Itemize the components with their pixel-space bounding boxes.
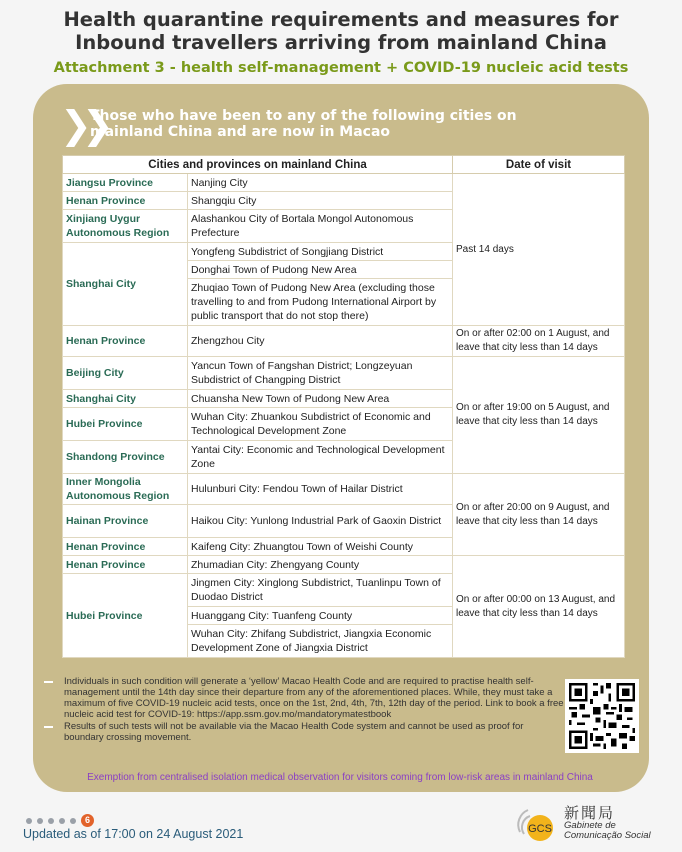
place-cell: Shangqiu City <box>188 192 453 210</box>
gcs-logo <box>500 798 680 848</box>
panel-heading-line-1: Those who have been to any of the following cities on <box>90 108 517 124</box>
table-row <box>63 474 625 505</box>
current-page-badge: 6 <box>81 814 94 827</box>
note-text: Individuals in such condition will generate a ‘yellow’ Macao Health Code and are required to practise health self-management until the 14th day since their departure from any of the aforementioned places. While, they must take a maximum of five COVID-19 nucleic acid tests, once on the 1st, 2nd, 4th, 7th, 12th day of the period. Link to book a free nucleic acid test for COVID-19: https://app.ssm.gov.mo/mandatorymatestbook <box>64 676 564 720</box>
page-title <box>0 8 682 54</box>
place-cell: Chuansha New Town of Pudong New Area <box>188 390 453 408</box>
table-header-row <box>63 156 625 174</box>
date-cell: Past 14 days <box>453 174 625 326</box>
place-cell: Wuhan City: Zhuankou Subdistrict of Economic and Technological Development Zone <box>188 408 453 441</box>
place-cell: Donghai Town of Pudong New Area <box>188 261 453 279</box>
exemption-footnote: Exemption from centralised isolation medical observation for visitors coming from low-risk areas in mainland China <box>87 772 593 783</box>
page-dot[interactable] <box>26 818 32 824</box>
double-chevron-icon: ❯❯ <box>60 103 104 147</box>
panel-heading-line-2: mainland China and are now in Macao <box>90 124 391 140</box>
page-dot[interactable] <box>37 818 43 824</box>
logo-pt-line-1: Gabinete de <box>564 820 616 831</box>
updated-timestamp: Updated as of 17:00 on 24 August 2021 <box>23 827 244 841</box>
place-cell: Kaifeng City: Zhuangtou Town of Weishi County <box>188 538 453 556</box>
province-cell: Shanghai City <box>63 390 188 408</box>
province-cell: Henan Province <box>63 326 188 357</box>
logo-pt-line-2: Comunicação Social <box>564 830 651 841</box>
province-cell: Henan Province <box>63 556 188 574</box>
place-cell: Yongfeng Subdistrict of Songjiang District <box>188 243 453 261</box>
date-cell: On or after 02:00 on 1 August, and leave that city less than 14 days <box>453 326 625 357</box>
page-indicator <box>26 814 94 827</box>
place-cell: Yantai City: Economic and Technological Development Zone <box>188 441 453 474</box>
province-cell: Xinjiang Uygur Autonomous Region <box>63 210 188 243</box>
date-cell: On or after 20:00 on 9 August, and leave that city less than 14 days <box>453 474 625 556</box>
dash-bullet-icon <box>44 681 53 683</box>
gcs-emblem-text: GCS <box>528 823 552 835</box>
note-item <box>44 721 564 743</box>
column-header-date: Date of visit <box>453 156 625 174</box>
place-cell: Zhumadian City: Zhengyang County <box>188 556 453 574</box>
table-row <box>63 174 625 192</box>
province-cell: Hainan Province <box>63 505 188 538</box>
province-cell: Shanghai City <box>63 243 188 326</box>
place-cell: Yancun Town of Fangshan District; Longzeyuan Subdistrict of Changping District <box>188 357 453 390</box>
place-cell: Zhengzhou City <box>188 326 453 357</box>
province-cell: Henan Province <box>63 192 188 210</box>
province-cell: Shandong Province <box>63 441 188 474</box>
title-line-2: Inbound travellers arriving from mainland China <box>75 31 607 54</box>
place-cell: Nanjing City <box>188 174 453 192</box>
qr-code-icon[interactable] <box>565 679 639 753</box>
title-line-1: Health quarantine requirements and measures for <box>63 8 619 31</box>
table-row <box>63 326 625 357</box>
note-text: Results of such tests will not be available via the Macao Health Code system and cannot be used as proof for boundary crossing movement. <box>64 721 524 743</box>
logo-chinese-name: 新聞局 <box>564 804 616 822</box>
gcs-emblem-icon <box>514 802 556 844</box>
notes-list <box>44 676 564 744</box>
table-row <box>63 357 625 390</box>
province-cell: Jiangsu Province <box>63 174 188 192</box>
province-cell: Hubei Province <box>63 574 188 658</box>
date-cell: On or after 00:00 on 13 August, and leave that city less than 14 days <box>453 556 625 658</box>
place-cell: Jingmen City: Xinglong Subdistrict, Tuanlinpu Town of Duodao District <box>188 574 453 607</box>
page-dot[interactable] <box>48 818 54 824</box>
province-cell: Inner Mongolia Autonomous Region <box>63 474 188 505</box>
place-cell: Alashankou City of Bortala Mongol Autonomous Prefecture <box>188 210 453 243</box>
table-row <box>63 556 625 574</box>
place-cell: Haikou City: Yunlong Industrial Park of Gaoxin District <box>188 505 453 538</box>
page-dot[interactable] <box>59 818 65 824</box>
province-cell: Henan Province <box>63 538 188 556</box>
date-cell: On or after 19:00 on 5 August, and leave that city less than 14 days <box>453 357 625 474</box>
place-cell: Zhuqiao Town of Pudong New Area (excluding those travelling to and from Pudong International Airport by public transport that do not stop there) <box>188 279 453 326</box>
province-cell: Hubei Province <box>63 408 188 441</box>
page-dot[interactable] <box>70 818 76 824</box>
place-cell: Hulunburi City: Fendou Town of Hailar District <box>188 474 453 505</box>
logo-portuguese-name <box>564 821 651 841</box>
panel-heading-text <box>90 108 620 140</box>
qr-code-graphic <box>569 683 635 749</box>
province-cell: Beijing City <box>63 357 188 390</box>
page-subtitle: Attachment 3 - health self-management + COVID-19 nucleic acid tests <box>53 60 629 76</box>
column-header-places: Cities and provinces on mainland China <box>63 156 453 174</box>
place-cell: Huanggang City: Tuanfeng County <box>188 607 453 625</box>
note-item <box>44 676 564 720</box>
dash-bullet-icon <box>44 726 53 728</box>
place-cell: Wuhan City: Zhifang Subdistrict, Jiangxia Economic Development Zone of Jiangxia District <box>188 625 453 658</box>
places-table <box>62 155 625 658</box>
